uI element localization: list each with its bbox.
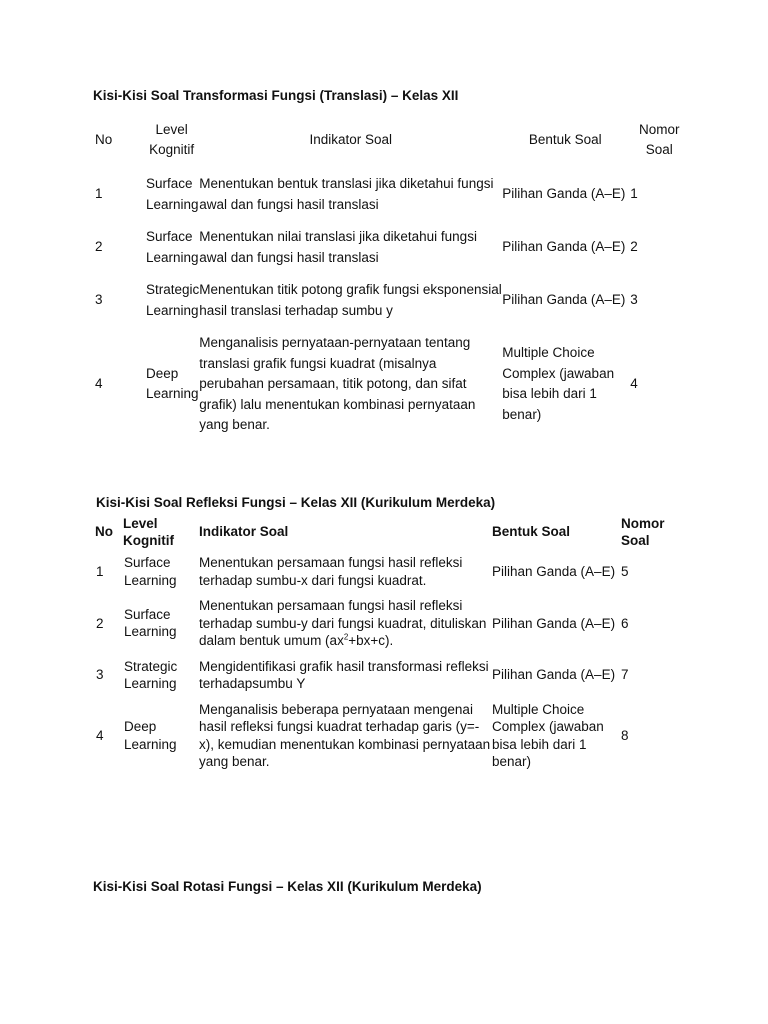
cell-indikator: Menganalisis pernyataan-pernyataan tentang translasi grafik fungsi kuadrat (misalnya perubahan persamaan, titik potong, dan sifat grafik) lalu menentukan kombinasi pernyataan yang benar.: [199, 335, 476, 432]
table-row: [92, 168, 690, 221]
header-level-kognitif: Level Kognitif: [123, 515, 174, 548]
cell-indikator: Menganalisis beberapa pernyataan mengenai hasil refleksi fungsi kuadrat terhadap garis (y=-x), kemudian menentukan kombinasi pernyataan yang benar.: [199, 701, 491, 769]
table-row: [92, 593, 681, 654]
cell-bentuk: Pilihan Ganda (A–E): [492, 563, 616, 579]
cell-bentuk: Multiple Choice Complex (jawaban bisa lebih dari 1 benar): [492, 701, 604, 769]
header-indikator-soal: Indikator Soal: [199, 524, 289, 540]
cell-indikator: Menentukan nilai translasi jika diketahui fungsi awal dan fungsi hasil translasi: [199, 229, 477, 265]
cell-nomor: 3: [630, 292, 638, 308]
cell-nomor: 1: [630, 186, 638, 202]
translasi-table: [92, 112, 690, 442]
cell-no: 4: [95, 376, 103, 391]
cell-no: 3: [95, 292, 103, 308]
indikator-text: Menentukan persamaan fungsi hasil refleksi terhadap sumbu-y dari fungsi kuadrat, dituliskan dalam bentuk umum (ax: [199, 598, 487, 648]
refleksi-table: [92, 514, 681, 775]
cell-level: Strategic Learning: [124, 658, 178, 691]
refleksi-section-title: Kisi-Kisi Soal Refleksi Fungsi – Kelas XII (Kurikulum Merdeka): [96, 495, 496, 510]
table-header-row: [92, 112, 690, 168]
cell-no: 3: [96, 667, 104, 683]
cell-indikator: Menentukan titik potong grafik fungsi eksponensial hasil translasi terhadap sumbu y: [199, 282, 502, 318]
indikator-text-end: +bx+c).: [348, 633, 394, 648]
cell-bentuk: Pilihan Ganda (A–E): [492, 667, 616, 683]
header-level-kognitif: Level Kognitif: [149, 121, 195, 157]
cell-bentuk: Pilihan Ganda (A–E): [502, 186, 626, 202]
translasi-section-title: Kisi-Kisi Soal Transformasi Fungsi (Translasi) – Kelas XII: [93, 88, 459, 103]
header-bentuk-soal: Bentuk Soal: [528, 131, 602, 147]
superscript-exponent: 2: [343, 632, 349, 642]
header-nomor-soal: Nomor Soal: [621, 515, 665, 548]
cell-level: Deep Learning: [146, 365, 199, 402]
cell-level: Surface Learning: [146, 176, 199, 212]
cell-nomor: 6: [621, 615, 629, 631]
header-no: No: [95, 524, 113, 540]
cell-level: Surface Learning: [124, 555, 177, 588]
table-row: [92, 654, 681, 697]
table-header-row: [92, 514, 681, 550]
cell-level: Deep Learning: [124, 719, 177, 752]
cell-level: Surface Learning: [124, 606, 177, 640]
cell-no: 4: [96, 727, 104, 743]
cell-indikator: [199, 593, 492, 654]
cell-nomor: 8: [621, 727, 629, 743]
table-row: [92, 327, 690, 442]
table-row: [92, 274, 690, 327]
table-row: [92, 221, 690, 274]
table-row: [92, 550, 681, 593]
cell-indikator: Menentukan bentuk translasi jika diketahui fungsi awal dan fungsi hasil translasi: [199, 176, 494, 212]
rotasi-section-title: Kisi-Kisi Soal Rotasi Fungsi – Kelas XII (Kurikulum Merdeka): [93, 879, 482, 894]
cell-no: 2: [96, 615, 104, 631]
cell-no: 2: [95, 239, 103, 255]
header-indikator-soal: Indikator Soal: [309, 131, 393, 147]
header-nomor-soal: Nomor Soal: [639, 121, 680, 157]
cell-nomor: 5: [621, 563, 629, 579]
cell-no: 1: [95, 186, 103, 202]
table-row: [92, 697, 681, 775]
header-no: No: [95, 131, 113, 147]
cell-nomor: 4: [630, 376, 638, 391]
header-bentuk-soal: Bentuk Soal: [492, 524, 571, 540]
cell-bentuk: Multiple Choice Complex (jawaban bisa lebih dari 1 benar): [502, 345, 615, 422]
cell-bentuk: Pilihan Ganda (A–E): [492, 615, 616, 631]
cell-no: 1: [96, 563, 104, 579]
cell-level: Surface Learning: [146, 229, 199, 265]
cell-bentuk: Pilihan Ganda (A–E): [502, 239, 626, 255]
cell-nomor: 2: [630, 239, 638, 255]
cell-indikator: Mengidentifikasi grafik hasil transformasi refleksi terhadapsumbu Y: [199, 658, 489, 691]
cell-indikator: Menentukan persamaan fungsi hasil refleksi terhadap sumbu-x dari fungsi kuadrat.: [199, 555, 463, 588]
cell-level: Strategic Learning: [146, 282, 200, 318]
cell-bentuk: Pilihan Ganda (A–E): [502, 292, 626, 308]
cell-nomor: 7: [621, 667, 629, 683]
